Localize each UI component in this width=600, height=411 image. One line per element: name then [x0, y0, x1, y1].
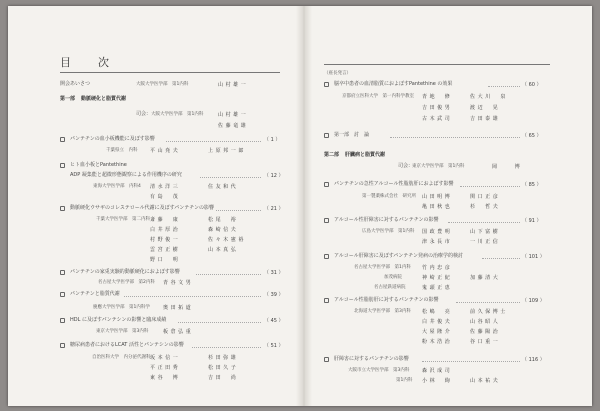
book-gutter: [296, 6, 312, 406]
leader-dots: [488, 86, 520, 87]
book-spread: [8, 6, 592, 406]
entry-affiliation: 自治医科大学 内分泌代謝科: [92, 355, 151, 360]
entry-page: （ 12 ）: [264, 173, 284, 179]
chair1-label: 司会：: [136, 111, 152, 117]
entry-author: 神 崎 正 紀: [422, 275, 451, 281]
entry-author: 関 口 正 彦: [470, 194, 499, 200]
entry-affiliation: 大阪市立大学医学部 第3内科: [348, 368, 410, 373]
chair2-label: 司会：: [398, 163, 414, 169]
entry-title: パンテチンと脂質代謝: [70, 291, 120, 297]
entry-author: 森 沢 成 司: [422, 368, 451, 374]
section-note: （座長発言）: [324, 71, 351, 76]
entry-affiliation: 東京大学医学部 第3内科: [96, 329, 149, 334]
entry-title: 糖尿病患者におけるLCAT 活性とパンテシンの影響: [70, 342, 184, 348]
intro-label: 開会あいさつ: [60, 81, 91, 87]
entry-author: 吉 田 尚: [208, 375, 237, 381]
leader-dots: [166, 141, 261, 142]
chair1-author-2: 佐 藤 竜 雄: [218, 123, 247, 129]
leader-dots: [196, 274, 261, 275]
entry-title: パンテチンの家兎実験的動脈硬化におよぼす影響: [70, 269, 180, 275]
entry-affiliation: 千葉県立 内科: [106, 148, 138, 153]
title-rule: [60, 72, 280, 73]
entry-author: 佐 大 川 泉: [470, 94, 506, 100]
entry-checkbox: [60, 270, 65, 275]
entry-author: 佐 々 木 憲 裕: [208, 237, 244, 243]
entry-author: 雲 宮 正 樹: [150, 247, 179, 253]
entry-page: （ 1 ）: [264, 137, 281, 143]
chair2-affiliation: 東京大学医学部 第1内科: [412, 164, 465, 169]
entry-affiliation: 名古屋大学医学部 第1内科: [354, 265, 411, 270]
entry-author: 東 谷 博: [150, 375, 179, 381]
entry-title: 脳卒中患者の血清脂質におよぼすPantethine の効果: [334, 81, 453, 87]
entry-author: 松 田 久 子: [208, 365, 237, 371]
entry-author: 山 本 真 弘: [208, 247, 237, 253]
entry-author: 山 谷 昭 人: [470, 319, 499, 325]
part2-title: 肝臓病と脂質代謝: [345, 152, 386, 158]
entry-author: 清 水 洋 三: [150, 184, 179, 190]
chair1-author: 山 村 雄 一: [218, 112, 247, 118]
entry-author: 平 正 田 秀: [150, 365, 179, 371]
entry-author: 住 友 和 代: [208, 184, 237, 190]
entry-author: 小 林 絢: [422, 378, 451, 384]
entry-checkbox: [324, 82, 329, 87]
leader-dots: [422, 361, 520, 362]
entry-author: 前 久 保 博 士: [470, 309, 506, 315]
entry-author: 山 下 富 樹: [470, 229, 499, 235]
entry-author: 青 谷 文 男: [163, 280, 192, 286]
entry-affiliation: 北海道大学医学部 第3内科: [354, 309, 411, 314]
entry-author: 板 倉 弘 重: [163, 329, 192, 335]
entry-author: 佐 藤 陽 治: [470, 329, 499, 335]
entry-title: ヒト血小板とPantethine: [70, 162, 127, 168]
entry-affiliation: 慶應大学医学部 第1内科学: [93, 305, 150, 310]
entry-page: （ 60 ）: [522, 82, 542, 88]
entry-affiliation: 第1内科: [396, 378, 413, 383]
entry-page: （ 91 ）: [522, 218, 542, 224]
entry-author: 有 島 茂: [150, 194, 179, 200]
entry-checkbox: [60, 318, 65, 323]
entry-title: 動脈硬化ウサギのコレステロール代謝に及ぼすパンテチンの影響: [70, 205, 215, 211]
entry-checkbox: [324, 357, 329, 362]
entry-checkbox: [324, 133, 329, 138]
entry-checkbox: [324, 254, 329, 259]
entry-title: HDL に及ぼすパンテシンの影響と臨床成績: [70, 317, 167, 323]
leader-dots: [482, 258, 520, 259]
part2-label: 第二部: [324, 152, 340, 158]
entry-affiliation: 広島大学医学部 第1内科: [362, 229, 415, 234]
entry-page: （ 85 ）: [522, 182, 542, 188]
leader-dots: [460, 186, 520, 187]
entry-author: 杉 哲 夫: [470, 204, 499, 210]
entry-author: 亀 田 秋 也: [422, 204, 451, 210]
left-page: [8, 6, 298, 406]
entry-author: 加 藤 清 大: [470, 275, 499, 281]
leader-dots: [448, 222, 520, 223]
entry-author: 山 田 明 博: [422, 194, 451, 200]
entry-author: 古 木 武 司: [422, 116, 451, 122]
entry-affiliation: 名古屋鉄道病院: [374, 285, 406, 290]
entry-title: パンテチンの血小板機能に及ぼす影響: [70, 136, 155, 142]
entry-author: 青 地 修: [422, 94, 451, 100]
entry-page: （ 31 ）: [264, 270, 284, 276]
entry-title: アルコール性肝障害に対するパンテチンの影響: [334, 217, 439, 223]
entry-affiliation: 京都府立医科大学 第一内科学教室: [342, 94, 414, 99]
entry-affiliation: 加茂病院: [384, 275, 402, 280]
entry-author: 野 口 明: [150, 257, 179, 263]
entry-title: アルコール性脂肪肝に対するパンテチンの影響: [334, 297, 439, 303]
entry-checkbox: [60, 137, 65, 142]
entry-author: 平 山 尭 夫: [150, 148, 179, 154]
chair2-author: 岡 博: [492, 164, 521, 170]
page-title: 目 次: [60, 56, 117, 69]
entry-author: 森 崎 信 夫: [208, 227, 237, 233]
entry-page: （ 101 ）: [522, 254, 545, 260]
entry-title: アルコール肝障害に及ぼすパンテチン発病の治療学的検討: [334, 253, 464, 259]
entry-author: 吉 田 俊 男: [422, 105, 451, 111]
entry-affiliation: 東海大学医学部 内科4: [93, 184, 141, 189]
entry-page: （ 45 ）: [264, 318, 284, 324]
entry-author: 白 井 厚 治: [150, 227, 179, 233]
entry-page: （ 109 ）: [522, 298, 545, 304]
entry-author: 一 川 正 信: [470, 239, 499, 245]
entry-checkbox: [60, 206, 65, 211]
entry-author: 鬼 頭 正 恵: [422, 285, 451, 291]
intro-author: 山 村 雄 一: [218, 82, 247, 88]
entry-checkbox: [324, 218, 329, 223]
entry-affiliation: 第一製薬株式会社 研究所: [362, 194, 416, 199]
entry-checkbox: [60, 163, 65, 168]
entry-checkbox: [60, 292, 65, 297]
entry-author: 松 嶋 亮: [422, 309, 451, 315]
entry-page: （ 21 ）: [264, 206, 284, 212]
entry-author: 奥 田 拓 道: [163, 305, 192, 311]
entry-author: 谷 口 重 一: [470, 339, 499, 345]
entry-author: 国 政 豊 明: [422, 229, 451, 235]
entry-checkbox: [60, 343, 65, 348]
top-rule: [324, 64, 550, 65]
entry-title: 肝障害に対するパンテチンの影響: [334, 356, 409, 362]
entry-checkbox: [324, 298, 329, 303]
leader-dots: [124, 296, 261, 297]
entry-subtitle: ADP 凝集能と超微形態観察による作用機序の研究: [70, 172, 182, 178]
entry-author: 吉 田 泰 雄: [470, 116, 499, 122]
entry-page: （ 51 ）: [264, 343, 284, 349]
leader-dots: [390, 137, 520, 138]
part1-label: 第一部: [60, 96, 76, 102]
entry-author: 坂 本 信 一: [150, 355, 179, 361]
leader-dots: [456, 302, 520, 303]
right-page: [312, 6, 592, 406]
leader-dots: [200, 177, 261, 178]
chair1-affiliation: 大阪大学医学部 第1内科: [151, 112, 204, 117]
leader-dots: [216, 210, 261, 211]
entry-author: 村 野 俊 一: [150, 237, 179, 243]
entry-page: （ 39 ）: [264, 292, 284, 298]
entry-title: パンテチンの急性アルコール性脂肪肝におよぼす影響: [334, 181, 454, 187]
entry-author: 上 原 邦 一 郎: [208, 148, 244, 154]
leader-dots: [192, 347, 261, 348]
entry-page: （ 65 ）: [522, 133, 542, 139]
discussion-title: 第一部 討 論: [334, 132, 370, 138]
intro-affiliation: 大阪大学医学部 第1内科: [136, 82, 189, 87]
entry-page: （ 116 ）: [522, 357, 545, 363]
entry-author: 白 井 俊 夫: [422, 319, 451, 325]
entry-affiliation: 千葉大学医学部 第二内科: [96, 217, 150, 222]
entry-affiliation: 名古屋大学医学部 第2内科: [98, 280, 155, 285]
entry-author: 粉 木 浩 治: [422, 339, 451, 345]
entry-checkbox: [324, 182, 329, 187]
entry-author: 渡 辺 晃: [470, 105, 499, 111]
entry-author: 斎 藤 康: [150, 217, 179, 223]
part1-title: 動脈硬化と脂質代謝: [81, 96, 127, 102]
entry-author: 松 尾 裕: [208, 217, 237, 223]
entry-author: 大 屋 隆 介: [422, 329, 451, 335]
entry-author: 竹 内 忠 彦: [422, 265, 451, 271]
entry-author: 山 本 祐 夫: [470, 378, 499, 384]
entry-author: 杉 田 弥 雄: [208, 355, 237, 361]
leader-dots: [178, 322, 261, 323]
entry-author: 津 永 長 市: [422, 239, 451, 245]
